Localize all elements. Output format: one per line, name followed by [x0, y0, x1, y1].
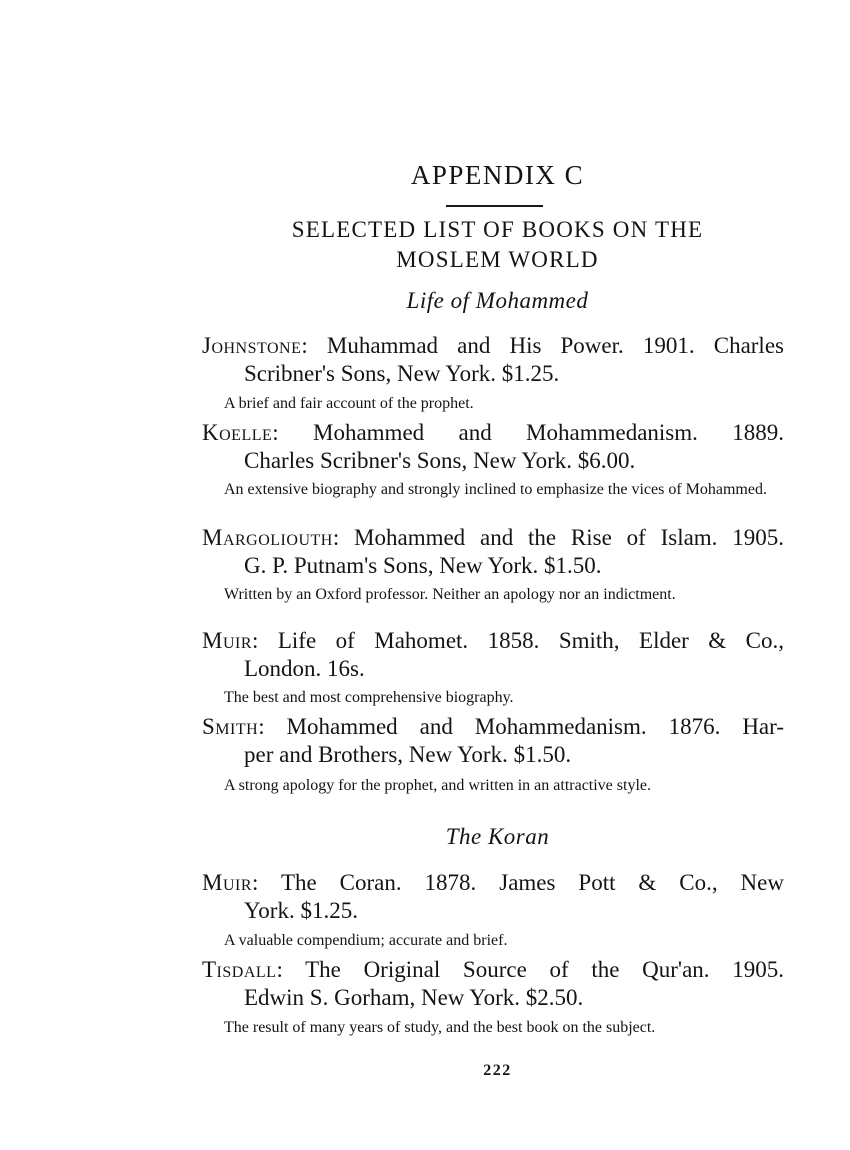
book-author: Margoliouth	[202, 525, 333, 550]
book-title-text: : Mohammed and Mohammedanism. 1889.	[272, 420, 784, 445]
book-entry-line-1	[202, 869, 784, 897]
book-entry-line-1	[202, 419, 784, 447]
book-entry-line-1	[202, 524, 784, 552]
book-entry-line-1	[202, 713, 784, 741]
list-title-line-2: MOSLEM WORLD	[396, 247, 599, 272]
list-title-line-1: SELECTED LIST OF BOOKS ON THE	[291, 217, 704, 242]
book-publisher-text: Scribner's Sons, New York. $1.25.	[244, 361, 560, 386]
book-annotation-tisdall: The result of many years of study, and the best book on the subject.	[224, 1019, 656, 1036]
page-number: 222	[483, 1062, 512, 1079]
book-author: Tisdall	[202, 957, 277, 982]
book-entry-tisdall	[202, 956, 784, 1012]
appendix-title: APPENDIX C	[410, 160, 585, 190]
book-author: Muir	[202, 628, 253, 653]
book-annotation-muir-coran: A valuable compendium; accurate and brief.	[224, 932, 508, 949]
book-title-text: : The Original Source of the Qur'an. 1905.	[276, 957, 784, 982]
book-title-text: : Mohammed and the Rise of Islam. 1905.	[332, 525, 784, 550]
book-author: Smith	[202, 714, 259, 739]
book-title-text: : Mohammed and Mohammedanism. 1876. Har-	[258, 714, 784, 739]
title-rule	[446, 205, 543, 207]
book-annotation-koelle: An extensive biography and strongly inclined to emphasize the vices of Mohammed.	[224, 481, 767, 498]
book-title-text: : Life of Mahomet. 1858. Smith, Elder & Co.,	[252, 628, 784, 653]
section-heading-life-of-mohammed: Life of Mohammed	[406, 288, 589, 313]
book-author: Johnstone	[202, 333, 302, 358]
book-entry-johnstone	[202, 332, 784, 388]
book-publisher-text: per and Brothers, New York. $1.50.	[244, 742, 572, 767]
book-entry-line-1	[202, 332, 784, 360]
book-annotation-johnstone: A brief and fair account of the prophet.	[224, 395, 474, 412]
book-publisher-text: Edwin S. Gorham, New York. $2.50.	[244, 985, 584, 1010]
book-entry-muir-life	[202, 627, 784, 683]
book-annotation-margoliouth: Written by an Oxford professor. Neither an apology nor an indictment.	[224, 586, 676, 603]
book-title-text: : Muhammad and His Power. 1901. Charles	[301, 333, 784, 358]
book-author: Koelle	[202, 420, 273, 445]
book-author: Muir	[202, 870, 253, 895]
book-entry-muir-coran	[202, 869, 784, 925]
section-heading-the-koran: The Koran	[445, 824, 550, 849]
book-entry-line-1	[202, 627, 784, 655]
book-annotation-muir-life: The best and most comprehensive biography.	[224, 689, 514, 706]
book-publisher-text: York. $1.25.	[244, 898, 358, 923]
book-entry-line-1	[202, 956, 784, 984]
book-entry-margoliouth	[202, 524, 784, 580]
book-annotation-smith: A strong apology for the prophet, and written in an attractive style.	[224, 777, 651, 794]
list-title	[0, 215, 850, 275]
book-publisher-text: G. P. Putnam's Sons, New York. $1.50.	[244, 553, 602, 578]
book-publisher-text: Charles Scribner's Sons, New York. $6.00.	[244, 448, 636, 473]
book-title-text: : The Coran. 1878. James Pott & Co., New	[252, 870, 784, 895]
book-publisher-text: London. 16s.	[244, 656, 365, 681]
book-entry-smith	[202, 713, 784, 769]
book-entry-koelle	[202, 419, 784, 475]
